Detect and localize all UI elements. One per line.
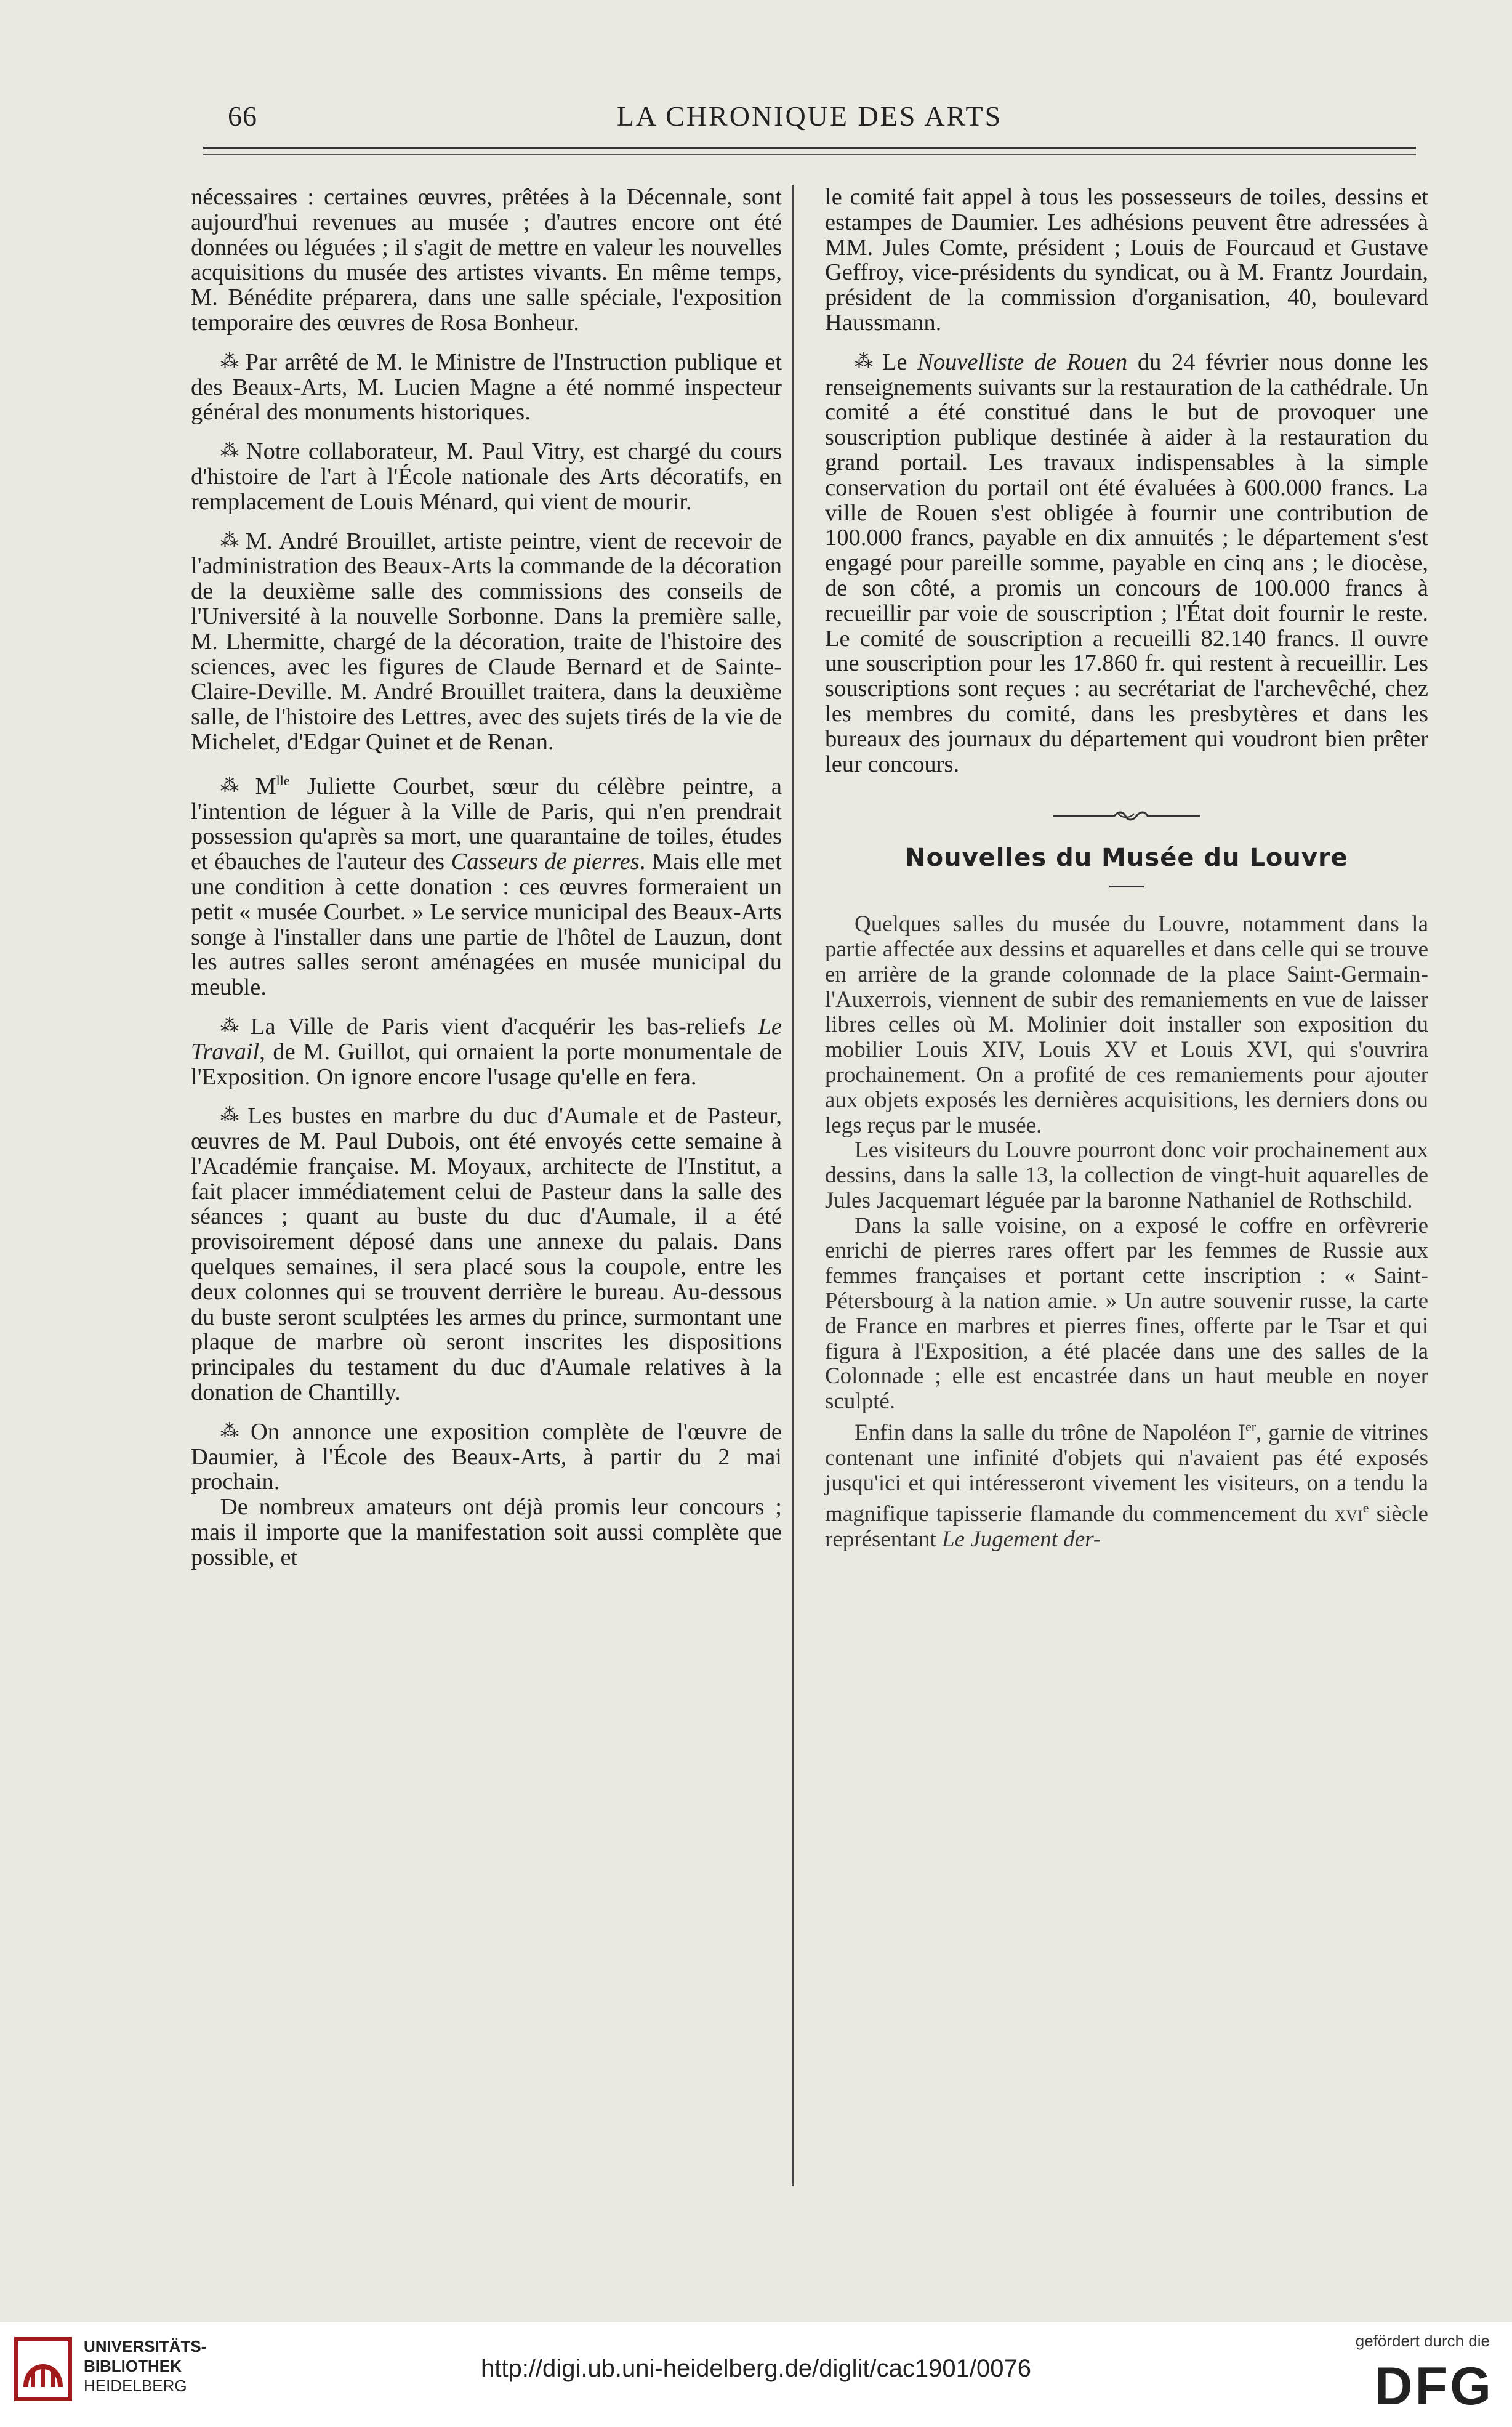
asterism-ornament: ⁂ [220, 350, 241, 371]
news-paragraph: ⁂ On annonce une exposition complète de l'œuvre de Daumier, à l'École des Beaux-Arts, à partir du 2 mai prochain. [191, 1418, 782, 1495]
louvre-paragraph: Enfin dans la salle du trône de Napoléon Ier, garnie de vitrines contenant une infinité d'objets qui n'avaient pas été exposés jusqu'ici et qui intéresseront vivement les visiteurs, on a tendu la magnifique tapisserie flamande du commencement du xvi$^e$ siècle représentant Le Jugement der- [825, 1419, 1428, 1553]
news-paragraph: ⁂ $M^{lle}$ Juliette Courbet, sœur du célèbre peintre, a l'intention de léguer à la Ville de Paris, qui n'en prendrait possession qu'après sa mort, une quarantaine de toiles, études et ébauches de l'auteur des Casseurs de pierres. Mais elle met une condition à cette donation : ces œuvres formeraient un petit « musée Courbet. » Le service municipal des Beaux-Arts songe à l'installer dans une partie de l'hôtel de Lauzun, dont les autres salles seront aménagées en musée municipal du meuble. [191, 772, 782, 1001]
news-paragraph: ⁂ Le Nouvelliste de Rouen du 24 février nous donne les renseignements suivants sur la restauration de la cathédrale. Un comité a été constitué dans le but de provoquer une souscription publique destinée à aider à la restauration du grand portail. Les travaux indispensables à la simple conservation du portail ont été évaluées à 600.000 francs. La ville de Rouen s'est obligée à fournir une contribution de 100.000 francs, payable en dix annuités ; le département s'est engagé pour pareille somme, payable en cinq ans ; le diocèse, de son côté, a promis un concours de 100.000 francs à recueillir par voie de souscription ; l'État doit fournir le reste. Le comité de souscription a recueilli 82.140 francs. Il ouvre une souscription pour les 17.860 fr. qui restent à recueillir. Les souscriptions sont reçues : au secrétariat de l'archevêché, chez les membres du comité, dans les presbytères et dans les bureaux des journaux du département qui voudront bien prêter leur concours. [825, 349, 1428, 777]
news-paragraph: ⁂ Notre collaborateur, M. Paul Vitry, est chargé du cours d'histoire de l'art à l'École nationale des Arts décoratifs, en remplacement de Louis Ménard, qui vient de mourir. [191, 438, 782, 515]
right-column [825, 185, 1428, 1553]
asterism-ornament: ⁂ [220, 775, 251, 796]
louvre-paragraph: Dans la salle voisine, on a exposé le coffre en orfèvrerie enrichi de pierres rares offert par les femmes de Russie aux femmes françaises et portant cette inscription : « Saint-Pétersbourg à la nation amie. » Un autre souvenir russe, la carte de France en marbres et pierres fines, offerte par le Tsar et qui figura à l'Exposition, a été placée dans une des salles de la Colonnade ; elle est encastrée dans un haut meuble en noyer sculpté. [825, 1213, 1428, 1415]
asterism-ornament: ⁂ [220, 440, 241, 461]
news-paragraph: ⁂ La Ville de Paris vient d'acquérir les bas-reliefs Le Travail, de M. Guillot, qui ornaient la porte monumentale de l'Exposition. On ignore encore l'usage qu'elle en fera. [191, 1013, 782, 1090]
louvre-paragraph: Quelques salles du musée du Louvre, notamment dans la partie affectée aux dessins et aquarelles et dans celle qui se trouve en arrière de la grande colonnade de la place Saint-Germain-l'Auxerrois, viennent de subir des remaniements en vue de laisser libres celles où M. Molinier doit installer son exposition du mobilier Louis XIV, Louis XV et Louis XVI, qui s'ouvrira prochainement. On a profité de ces remaniements pour ajouter aux objets exposés les dernières acquisitions, les derniers dons ou legs reçus par le musée. [825, 911, 1428, 1138]
svg-text:DFG: DFG [1374, 2357, 1494, 2413]
asterism-ornament: ⁂ [220, 1420, 246, 1441]
running-title: LA CHRONIQUE DES ARTS [616, 100, 1003, 132]
louvre-paragraph: Les visiteurs du Louvre pourront donc voir prochainement aux dessins, dans la salle 13, la collection de vingt-huit aquarelles de Jules Jacquemart léguée par la baronne Nathaniel de Rothschild. [825, 1137, 1428, 1213]
left-column [191, 185, 782, 1584]
asterism-ornament: ⁂ [855, 350, 877, 371]
section-ornament-icon [1047, 807, 1207, 823]
news-paragraph: le comité fait appel à tous les possesseurs de toiles, dessins et estampes de Daumier. Les adhésions peuvent être adressées à MM. Jules Comte, président ; Louis de Fourcaud et Gustave Geffroy, vice-présidents du syndicat, ou à M. Frantz Jourdain, président de la commission d'organisation, 40, boulevard Haussmann. [825, 184, 1428, 336]
digitization-footer [0, 2322, 1512, 2427]
news-paragraph: De nombreux amateurs ont déjà promis leur concours ; mais il importe que la manifestation soit aussi complète que possible, et [191, 1494, 782, 1570]
header-rule-thin [203, 154, 1416, 155]
louvre-section [825, 912, 1428, 1553]
heading-rule [1109, 886, 1144, 887]
news-paragraph: ⁂ Par arrêté de M. le Ministre de l'Instruction publique et des Beaux-Arts, M. Lucien Magne a été nommé inspecteur général des monuments historiques. [191, 349, 782, 426]
news-paragraph: ⁂ M. André Brouillet, artiste peintre, vient de recevoir de l'administration des Beaux-Arts la commande de la décoration de la deuxième salle des commissions des conseils de l'Université à la nouvelle Sorbonne. Dans la première salle, M. Lhermitte, chargé de la décoration, traite de l'histoire des sciences, avec les figures de Claude Bernard et de Sainte-Claire-Deville. M. André Brouillet traitera, dans la deuxième salle, de l'histoire des Lettres, avec des sujets tirés de la vie de Michelet, d'Edgar Quinet et de Renan. [191, 528, 782, 755]
section-heading: Nouvelles du Musée du Louvre [905, 844, 1348, 873]
column-divider [792, 185, 794, 2186]
asterism-ornament: ⁂ [220, 1105, 243, 1126]
asterism-ornament: ⁂ [220, 530, 241, 551]
news-paragraph: ⁂ Les bustes en marbre du duc d'Aumale et de Pasteur, œuvres de M. Paul Dubois, ont été envoyés cette semaine à l'Académie française. M. Moyaux, architecte de l'Institut, a fait placer immédiatement celui de Pasteur dans la salle des séances ; quant au buste du duc d'Aumale, il a été provisoirement déposé dans une annexe du palais. Dans quelques semaines, il sera placé sous la coupole, entre les deux colonnes qui se trouvent derrière le bureau. Au-dessous du buste seront sculptées les armes du prince, surmontant une plaque de marbre où seront inscrites les dispositions principales du testament du duc d'Aumale relatives à la donation de Chantilly. [191, 1103, 782, 1406]
dfg-logo [1352, 2357, 1494, 2413]
header-rule [203, 147, 1416, 149]
asterism-ornament: ⁂ [220, 1015, 246, 1036]
news-paragraph: nécessaires : certaines œuvres, prêtées à la Décennale, sont aujourd'hui revenues au musée ; d'autres encore ont été données ou léguées ; il s'agit de mettre en valeur les nouvelles acquisitions du musée des artistes vivants. En même temps, M. Bénédite préparera, dans une salle spéciale, l'exposition temporaire des œuvres de Rosa Bonheur. [191, 184, 782, 336]
permalink-url[interactable]: http://digi.ub.uni-heidelberg.de/diglit/cac1901/0076 [481, 2355, 1031, 2382]
page-number: 66 [228, 100, 257, 132]
library-name: UNIVERSITÄTS- BIBLIOTHEK HEIDELBERG [84, 2337, 207, 2395]
page-header [203, 100, 1416, 137]
funded-by-label: gefördert durch die [1355, 2332, 1490, 2350]
